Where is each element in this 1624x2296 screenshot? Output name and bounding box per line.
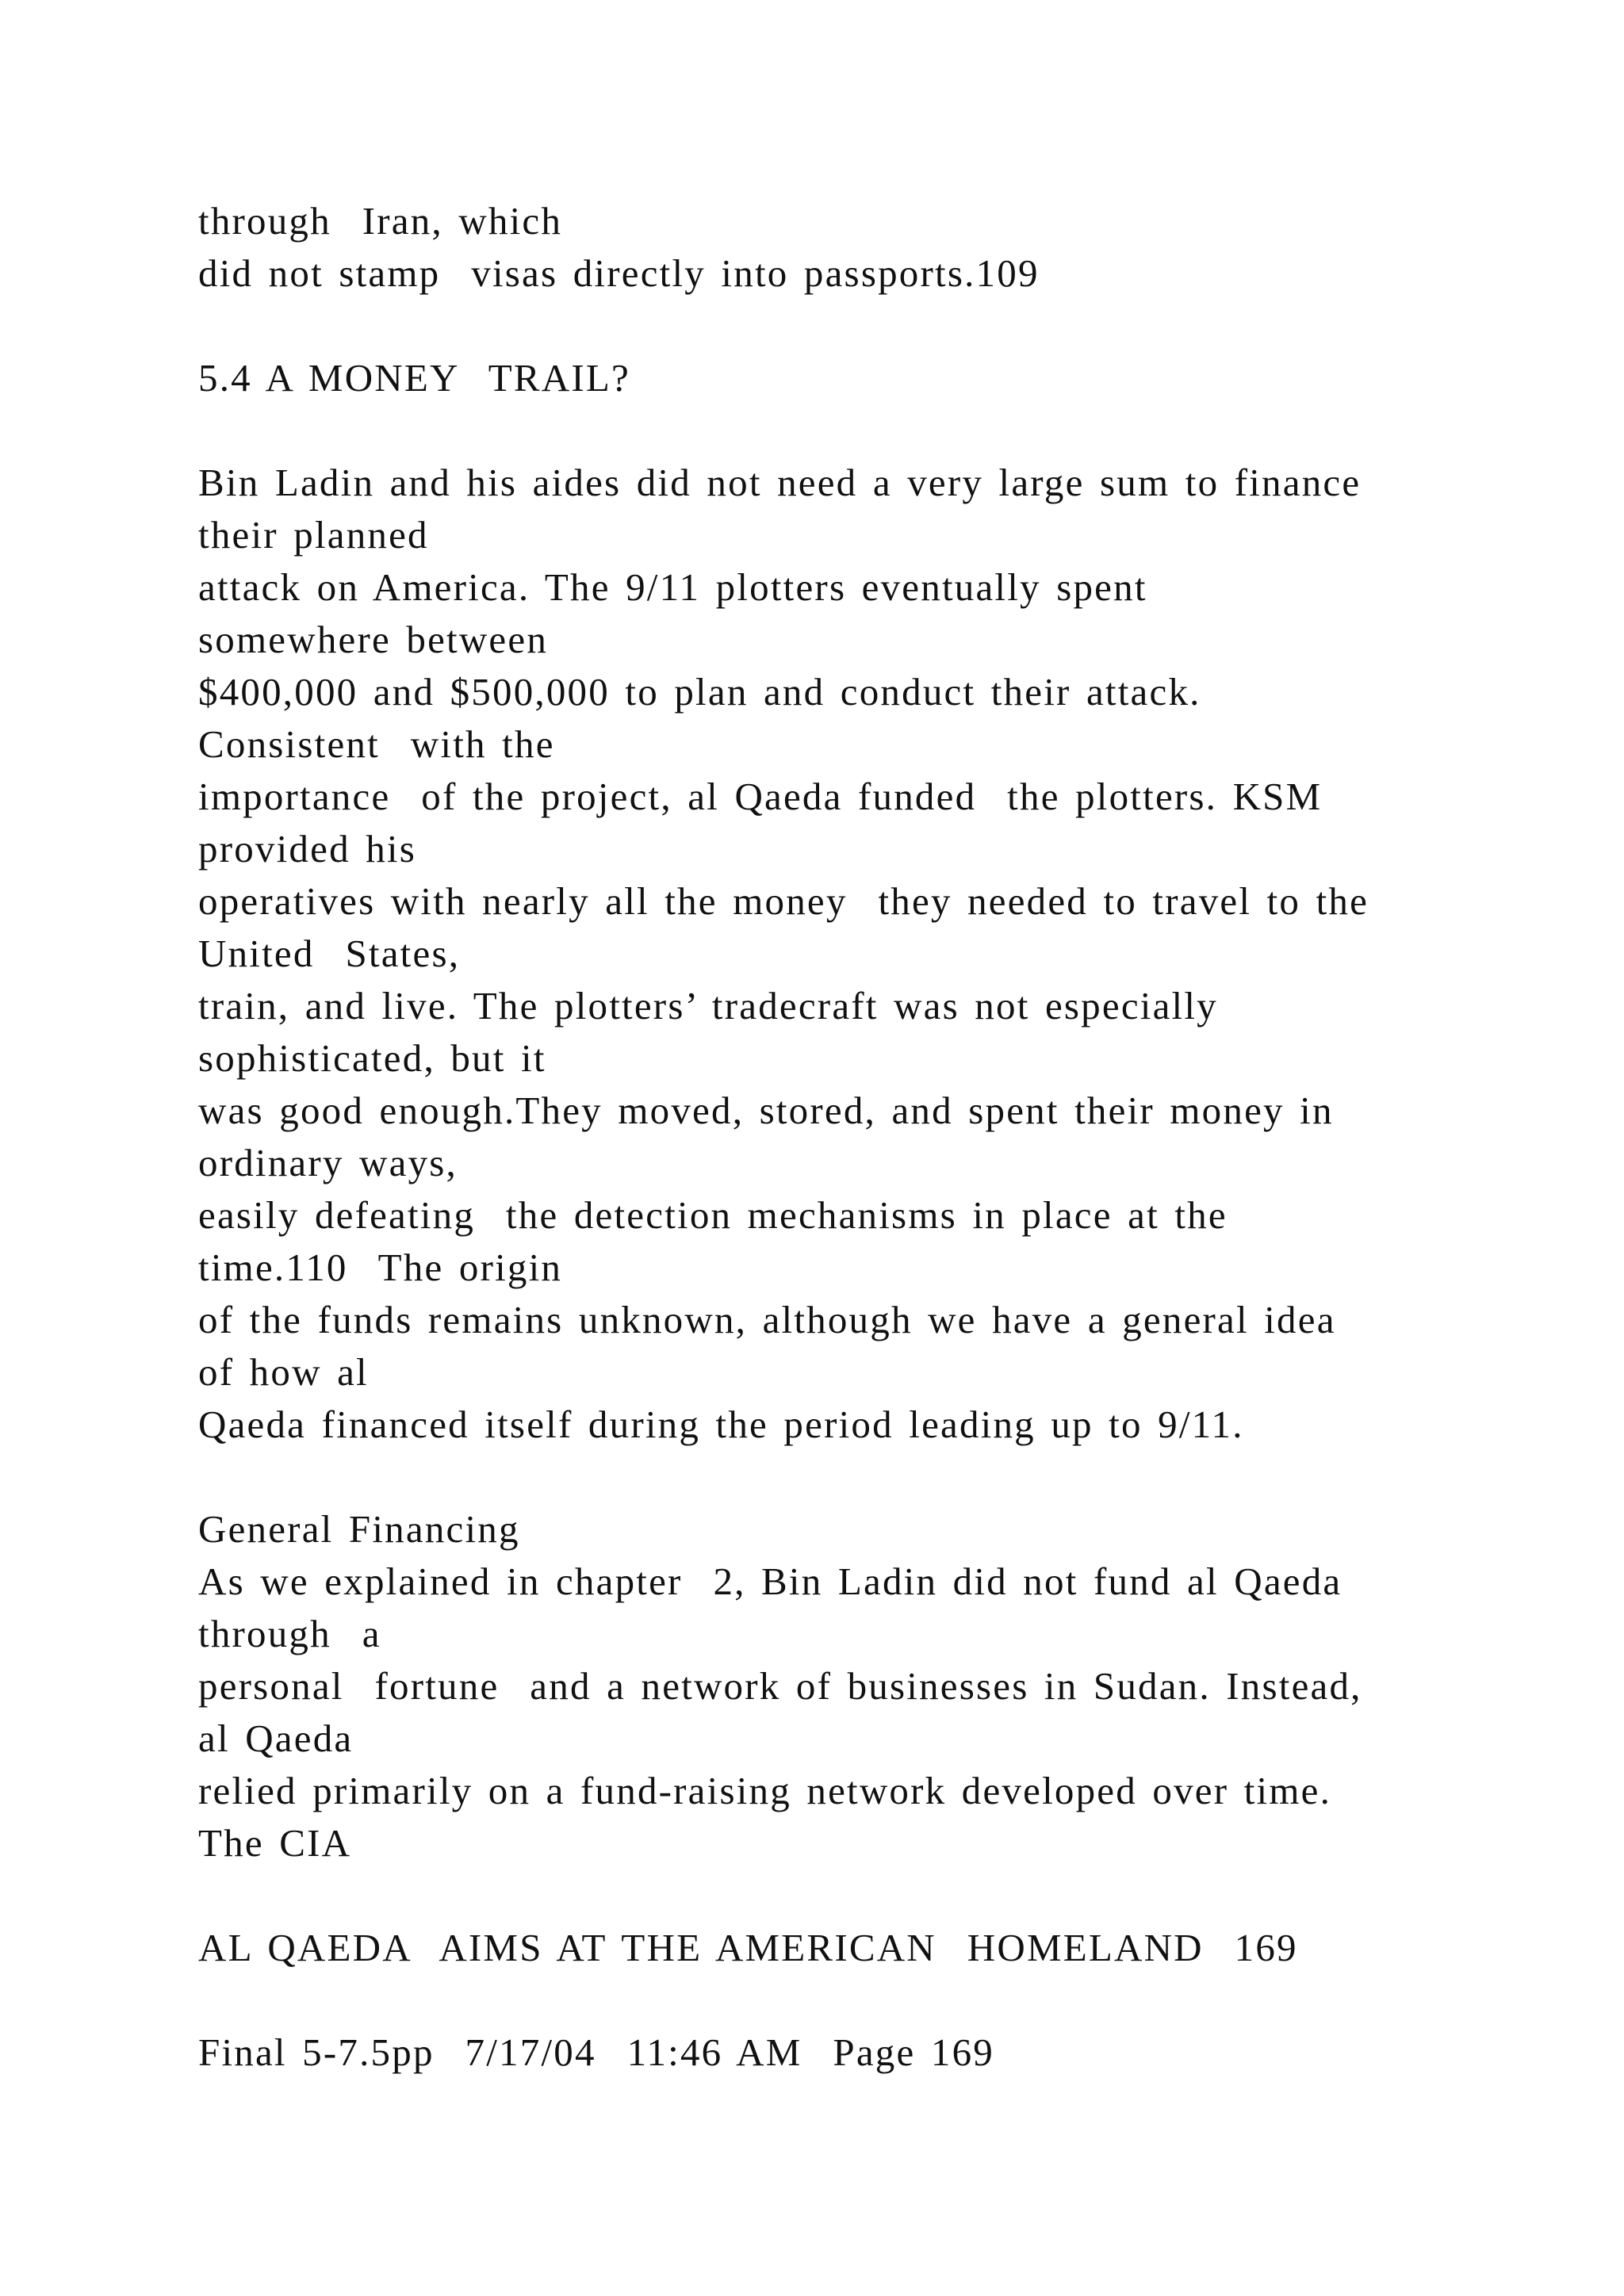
- text-line: importance of the project, al Qaeda funded the plotters. KSM: [198, 775, 1323, 818]
- text-line: through a: [198, 1612, 381, 1655]
- running-footer: AL QAEDA AIMS AT THE AMERICAN HOMELAND 169: [198, 1926, 1298, 1969]
- print-slug: Final 5-7.5pp 7/17/04 11:46 AM Page 169: [198, 2030, 994, 2074]
- text-line: did not stamp visas directly into passports.109: [198, 251, 1040, 295]
- text-line: their planned: [198, 513, 429, 557]
- text-line: United States,: [198, 932, 461, 975]
- section-heading: 5.4 A MONEY TRAIL?: [198, 356, 630, 400]
- text-line: al Qaeda: [198, 1716, 354, 1760]
- text-line: attack on America. The 9/11 plotters eventually spent: [198, 565, 1147, 609]
- text-line: was good enough.They moved, stored, and spent their money in: [198, 1089, 1334, 1132]
- subheading: General Financing: [198, 1507, 520, 1551]
- text-line: of how al: [198, 1350, 369, 1394]
- text-line: provided his: [198, 827, 417, 871]
- text-line: time.110 The origin: [198, 1246, 563, 1289]
- text-line: The CIA: [198, 1821, 352, 1865]
- text-line: through Iran, which: [198, 199, 563, 243]
- text-line: of the funds remains unknown, although we have a general idea: [198, 1298, 1336, 1341]
- text-line: Bin Ladin and his aides did not need a very large sum to finance: [198, 461, 1362, 504]
- text-line: $400,000 and $500,000 to plan and conduct their attack.: [198, 670, 1201, 714]
- text-line: Consistent with the: [198, 722, 555, 766]
- text-line: relied primarily on a fund-raising network developed over time.: [198, 1769, 1332, 1812]
- text-line: somewhere between: [198, 618, 549, 661]
- text-line: sophisticated, but it: [198, 1036, 546, 1080]
- text-line: operatives with nearly all the money they needed to travel to the: [198, 879, 1369, 923]
- text-line: Qaeda financed itself during the period leading up to 9/11.: [198, 1402, 1244, 1446]
- text-line: As we explained in chapter 2, Bin Ladin did not fund al Qaeda: [198, 1559, 1342, 1603]
- text-line: easily defeating the detection mechanisms in place at the: [198, 1193, 1228, 1237]
- text-line: ordinary ways,: [198, 1141, 458, 1184]
- text-line: train, and live. The plotters’ tradecraft was not especially: [198, 984, 1218, 1027]
- text-line: personal fortune and a network of businesses in Sudan. Instead,: [198, 1664, 1362, 1708]
